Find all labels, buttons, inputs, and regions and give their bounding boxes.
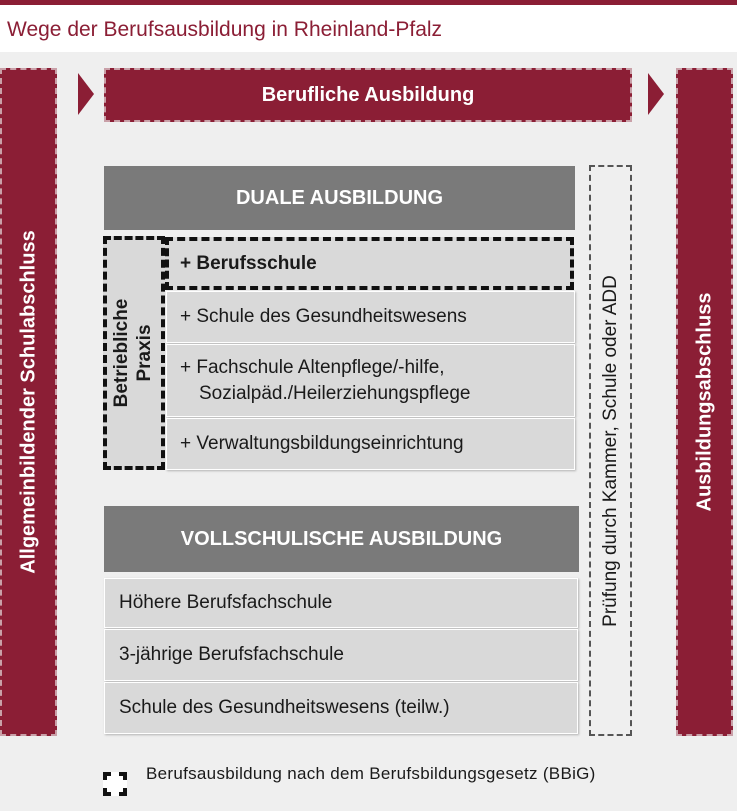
dual-row-gesundheitswesen: + Schule des Gesundheitswesens: [166, 291, 575, 343]
full-time-row-gesundheitswesen: Schule des Gesundheitswesens (teilw.): [104, 682, 578, 734]
dashed-box-legend-icon: [103, 772, 127, 796]
dual-row-verwaltung: + Verwaltungsbildungseinrichtung: [166, 418, 575, 470]
dual-row-fachschule: [166, 344, 575, 417]
examination-box: [589, 165, 632, 736]
vocational-training-box: [104, 68, 632, 122]
page-title: Wege der Berufsausbildung in Rheinland-Pfalz: [7, 18, 443, 41]
legend-text: Berufsausbildung nach dem Berufsbildungsgesetz (BBiG): [146, 764, 596, 783]
arrow-right-icon: [78, 73, 94, 115]
full-time-school-header: VOLLSCHULISCHE AUSBILDUNG: [104, 506, 579, 572]
full-time-row-3-jaehrige: 3-jährige Berufsfachschule: [104, 629, 578, 681]
company-practice-line-2: Praxis: [134, 324, 155, 382]
dual-row-fachschule-line-2: Sozialpäd./Heilerziehungspflege: [199, 382, 471, 404]
company-practice-line-1: Betriebliche: [111, 298, 133, 408]
left-column-label: Allgemeinbildender Schulabschluss: [17, 230, 39, 574]
company-practice-box: [103, 236, 165, 470]
examination-label: Prüfung durch Kammer, Schule oder ADD: [599, 274, 621, 627]
full-time-row-hoehere-berufsfachschule: Höhere Berufsfachschule: [104, 578, 578, 628]
arrow-right-icon: [648, 73, 664, 115]
vocational-training-label: Berufliche Ausbildung: [261, 83, 475, 106]
dual-training-header: DUALE AUSBILDUNG: [104, 166, 575, 230]
dual-row-fachschule-line-1: + Fachschule Altenpflege/-hilfe,: [180, 356, 445, 378]
right-column-training-certificate: [676, 68, 733, 736]
dual-row-berufsschule: + Berufsschule: [165, 237, 574, 290]
left-column-school-certificate: [0, 68, 57, 736]
company-practice-label: [111, 299, 157, 408]
right-column-label: Ausbildungsabschluss: [693, 292, 715, 512]
top-rule: [0, 0, 737, 5]
